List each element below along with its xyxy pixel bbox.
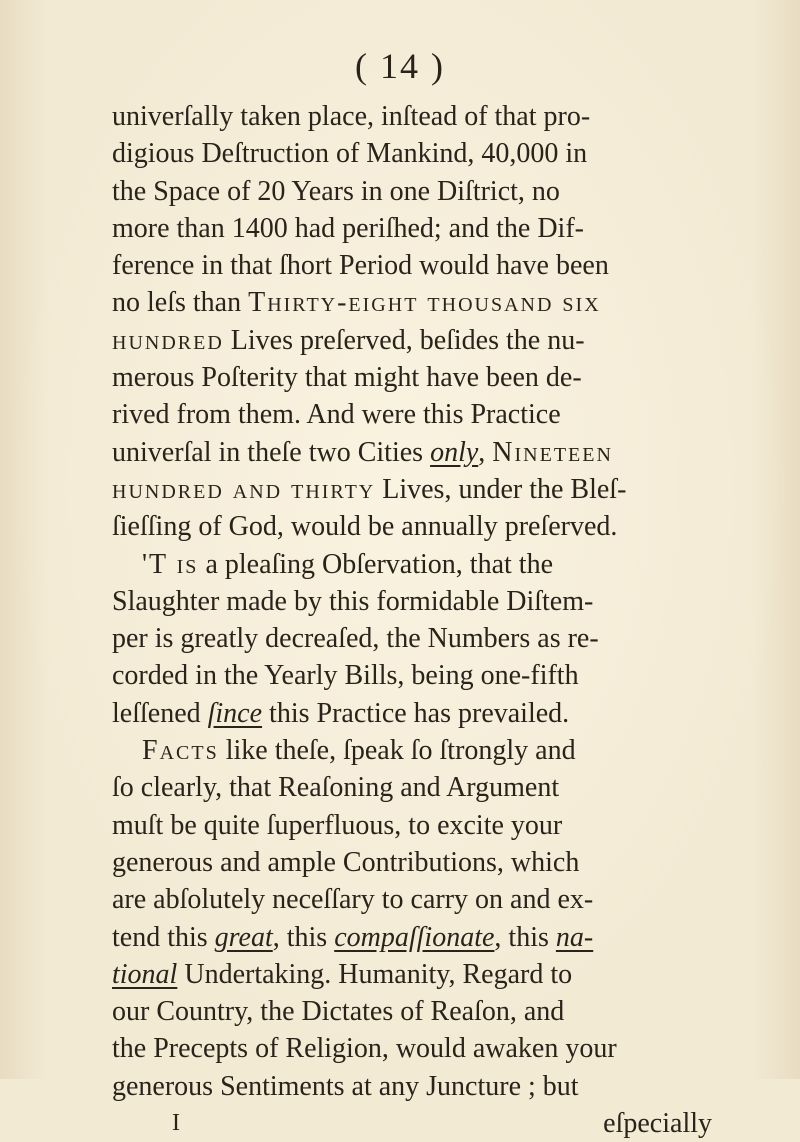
text-line xyxy=(112,434,712,471)
italic-segment: great xyxy=(214,921,273,953)
text-segment: are abſolutely neceſſary to carry on and ex- xyxy=(112,884,594,916)
italic-segment: ſince xyxy=(207,697,263,729)
text-segment: leſſened xyxy=(112,697,208,729)
text-segment: more than 1400 had periſhed; and the Dif- xyxy=(112,212,584,244)
italic-segment: compaſſionate xyxy=(334,921,495,953)
text-segment: univerſally taken place, inſtead of that pro- xyxy=(112,101,591,132)
text-segment: Lives preſerved, beſides the nu- xyxy=(223,324,585,356)
text-segment: no leſs than xyxy=(112,287,249,319)
text-segment: rived from them. And were this Practice xyxy=(112,399,561,431)
text-segment: ſo clearly, that Reaſoning and Argument xyxy=(112,772,560,804)
italic-segment: na- xyxy=(555,921,594,953)
text-line xyxy=(112,807,712,844)
text-segment: , xyxy=(478,436,493,468)
text-segment: Undertaking. Humanity, Regard to xyxy=(177,958,573,990)
text-line xyxy=(112,620,712,657)
text-line xyxy=(112,359,712,396)
page-number-header: ( 14 ) xyxy=(355,46,445,86)
text-segment: generous and ample Contributions, which xyxy=(112,846,580,878)
text-line xyxy=(112,844,712,881)
text-line xyxy=(112,322,712,359)
text-line xyxy=(112,284,712,321)
text-segment: like theſe, ſpeak ſo ſtrongly and xyxy=(218,735,576,767)
text-line xyxy=(112,508,712,545)
text-line xyxy=(112,583,712,620)
text-line xyxy=(112,471,712,508)
text-segment: univerſal in theſe two Cities xyxy=(112,436,431,468)
small-caps-segment: Nineteen xyxy=(492,436,613,468)
text-line xyxy=(112,247,712,284)
text-line xyxy=(112,881,712,918)
text-line xyxy=(112,956,712,993)
text-segment: Lives, under the Bleſ- xyxy=(375,473,627,505)
body-text xyxy=(112,98,712,1142)
text-segment: the Precepts of Religion, would awaken your xyxy=(112,1033,617,1065)
text-line xyxy=(112,135,712,172)
text-segment: a pleaſing Obſervation, that the xyxy=(198,548,553,580)
signature-mark: I xyxy=(172,1110,180,1137)
text-line xyxy=(112,210,712,247)
text-line xyxy=(112,1068,712,1105)
text-segment: muſt be quite ſuperfluous, to excite your xyxy=(112,809,563,841)
text-segment: the Space of 20 Years in one Diſtrict, no xyxy=(112,175,560,207)
text-segment: merous Poſterity that might have been de- xyxy=(112,362,582,394)
italic-segment: only xyxy=(430,436,479,468)
italic-segment: tional xyxy=(112,958,178,990)
text-segment: our Country, the Dictates of Reaſon, and xyxy=(112,996,565,1028)
text-segment: digious Deſtruction of Mankind, 40,000 in xyxy=(112,138,588,170)
small-caps-segment: hundred xyxy=(112,324,224,356)
text-segment: Slaughter made by this formidable Diſtem- xyxy=(112,585,594,617)
small-caps-segment: hundred and thirty xyxy=(112,473,376,505)
text-segment: per is greatly decreaſed, the Numbers as re- xyxy=(112,623,599,655)
text-segment: corded in the Yearly Bills, being one-fifth xyxy=(112,660,579,692)
text-line xyxy=(112,769,712,806)
text-line xyxy=(112,732,712,769)
text-segment: , this xyxy=(494,921,556,953)
small-caps-segment: Thirty-eight thousand six xyxy=(248,287,601,319)
text-line xyxy=(112,546,712,583)
text-line xyxy=(112,695,712,732)
text-line xyxy=(112,919,712,956)
text-segment: , this xyxy=(272,921,335,953)
signature-catchword-line xyxy=(112,1105,712,1142)
text-segment: tend this xyxy=(112,921,215,953)
text-segment: generous Sentiments at any Juncture ; but xyxy=(112,1070,579,1102)
text-line xyxy=(112,98,712,135)
text-segment: this Practice has prevailed. xyxy=(262,697,570,729)
text-line xyxy=(112,396,712,433)
text-line xyxy=(112,657,712,694)
text-segment: ſieſſing of God, would be annually preſerved. xyxy=(112,511,618,543)
small-caps-segment: 'T is xyxy=(142,548,199,580)
text-line xyxy=(112,173,712,210)
small-caps-segment: Facts xyxy=(142,735,219,767)
text-segment: ference in that ſhort Period would have been xyxy=(112,250,609,282)
text-line xyxy=(112,993,712,1030)
text-line xyxy=(112,1030,712,1067)
catchword: eſpecially xyxy=(603,1108,712,1140)
